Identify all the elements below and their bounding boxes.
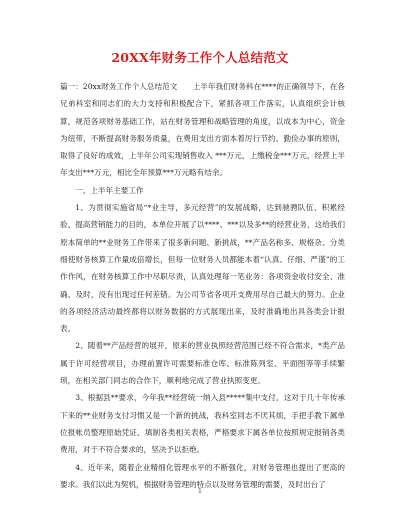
section-heading: 一、上半年主要工作: [75, 185, 144, 195]
body-paragraph-1: 1、为贯彻实施省局“*业主导，多元经营”的发展战略，达到驰骋队伍、积累经验、提高营销能力的目的，本单位开展了以****、***以及多**的经营业务，这给我们原本简单的**业财务工作带来了很多新问题、新挑战，**产品名称多、规格杂、分类细使财务核算工作量成倍增长，但每一位财务人员都能本着“认真、仔细、严谨”的工作作风，在财务核算工作中尽职尽责，认真处理每一笔业务：各项资金收付安全、准确、及时，没有出现过任何差错。为公司节省各项开支费用尽自己最大的努力。企业的各项经济活动最终都将以财务数据的方式展现出来，及时准确地出具各类会计报表。: [60, 203, 345, 334]
body-paragraph-4: 4、近年来，随着企业精细化管理水平的不断强化，对财务管理也提出了更高的要求。我们以此为契机，根据财务管理的特点以及财务管理的需要，及时出台了: [60, 462, 345, 489]
body-paragraph-2: 2、随着**产品经营的展开，原来的营业执照经营范围已经不符合需求，*类产品属于许可经营项目，办理前置许可需要标准仓库、标准陈列室、平面图等等手续繁琐，在相关部门同志的合作下，顺利地完成了营业执照变更。: [60, 341, 345, 386]
page-number: 1: [197, 487, 203, 495]
intro-paragraph: 篇一：20xx财务工作个人总结范文 上半年我们财务科在****的正确领导下，在各兄弟科室和同志们的大力支持和积极配合下，紧抓各项工作落实，认真组织会计核算，规范各项财务基础工作，站在财务管理和战略管理的角度，以成本为中心，资金为纽带，不断提高财务服务质量，在费用支出方面本着厉行节约、勤俭办事的原则，取得了良好的成效，上半年公司实现销售收入 ***万元，上缴税金***万元，经营上半年支出***万元，相比全年预算***万元略有结余。: [60, 82, 345, 178]
document-body: [60, 78, 345, 493]
document-title: 20XX年财务工作个人总结范文: [111, 50, 289, 65]
body-paragraph-3: 3、根据县**要求，今年我**经营统一纳入县*****集中支付。这对于几十年传承下来的**业财务支付习惯又是一个新的挑战，我科室同志不厌其烦，手把手教下属单位报帐员整理原始凭证、填制各类相关表格，严格要求下属各单位按照规定报销各类费用，对于不符合要求的，坚决予以拒绝。: [60, 393, 345, 455]
